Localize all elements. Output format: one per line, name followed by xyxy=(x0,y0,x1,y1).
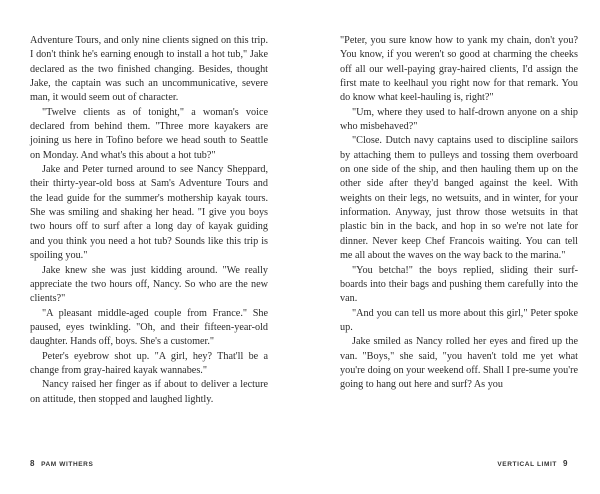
right-running-footer: VERTICAL LIMIT xyxy=(497,461,557,468)
left-paragraph-6: Peter's eyebrow shot up. "A girl, hey? That'll be a change from gray-haired kayak wannabes." xyxy=(30,350,268,376)
right-paragraph-1: "Peter, you sure know how to yank my chain, don't you? You know, if you weren't so good at charming the cheeks off all our well-paying gray-haired clients, I'd assign the first mate to keelhaul you right now for that remark. You do know what keel-hauling is, right?" xyxy=(340,35,578,104)
left-paragraph-3: Jake and Peter turned around to see Nancy Sheppard, their thirty-year-old boss at Sam's Adventure Tours and the lead guide for the summer's mothership kayak tours. She was smiling and shaking her head. "I give you boys two hours off to surf after a long day of kayak guiding and you think you need a hot tub? Sounds like this trip is spoiling you." xyxy=(30,164,268,262)
left-page-number: 8 xyxy=(30,459,36,468)
left-paragraph-2: "Twelve clients as of tonight," a woman's voice declared from behind them. "Three more kayakers are joining us here in Tofino before we head south to Seattle on Monday. And what's this about a hot tub?" xyxy=(30,106,268,161)
left-paragraph-7: Nancy raised her finger as if about to deliver a lecture on attitude, then stopped and laughed lightly. xyxy=(30,379,268,405)
right-page xyxy=(340,34,578,393)
left-running-footer: PAM WITHERS xyxy=(41,461,94,468)
left-paragraph-4: Jake knew she was just kidding around. "We really appreciate the two hours off, Nancy. So who are the new clients?" xyxy=(30,264,268,305)
right-paragraph-6: Jake smiled as Nancy rolled her eyes and fired up the van. "Boys," she said, "you haven't told me yet what you're doing on your weekend off. Shall I pre-sume you're going to hang out here and surf? As you xyxy=(340,336,578,391)
right-page-number: 9 xyxy=(562,459,568,468)
right-paragraph-2: "Um, where they used to half-drown anyone on a ship who misbehaved?" xyxy=(340,106,578,133)
left-page xyxy=(30,34,268,407)
left-paragraph-1: Adventure Tours, and only nine clients signed on this trip. I don't think he's earning enough to install a hot tub," Jake declared as the two finished changing. Besides, thought Jake, the captain was such an uncommunicative, severe man, it would seem out of character. xyxy=(30,35,268,104)
left-paragraph-5: "A pleasant middle-aged couple from France." She paused, eyes twinkling. "Oh, and their fifteen-year-old daughter. Hands off, boys. She's a customer." xyxy=(30,307,268,348)
right-page-folio xyxy=(497,459,568,468)
left-page-folio xyxy=(30,459,93,468)
right-paragraph-3: "Close. Dutch navy captains used to discipline sailors by attaching them to pulleys and tossing them overboard on one side of the ship, and then hauling them up on the other side after they'd banged against the keel. With weights on their legs, no wetsuits, and in winter, for your information. Anyway, just throw those wetsuits in that plastic bin in the back, and hop in so we're not late for dinner. Never keep Chef Francois waiting. You can tell me all about the waves on the way back to the marina." xyxy=(340,135,578,262)
right-paragraph-4: "You betcha!" the boys replied, sliding their surf-boards into their bags and pushing them carefully into the van. xyxy=(340,264,578,305)
right-paragraph-5: "And you can tell us more about this girl," Peter spoke up. xyxy=(340,307,578,333)
